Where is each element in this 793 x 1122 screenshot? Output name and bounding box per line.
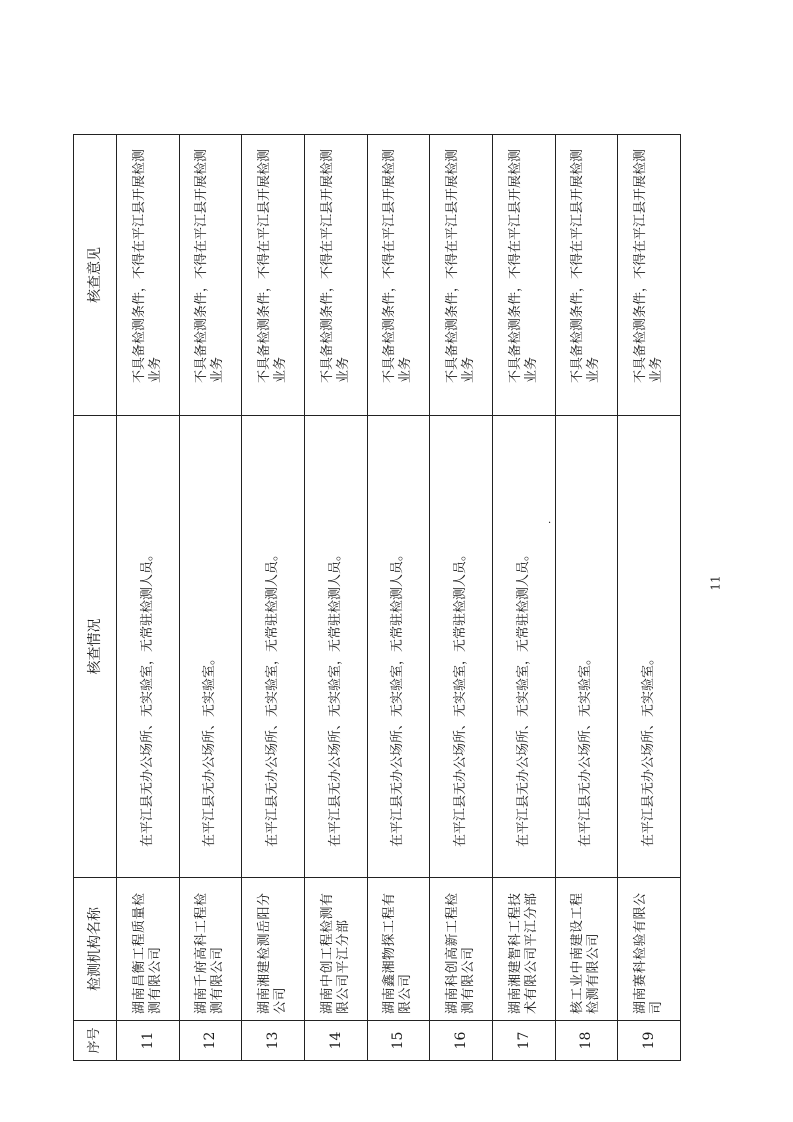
row-serial-number: 17 bbox=[492, 1021, 555, 1061]
table-row bbox=[492, 135, 555, 1061]
row-organization-name: 湖南中创工程检测有限公司平江分部 bbox=[304, 878, 367, 1021]
row-organization-name: 核工业中南建设工程检测有限公司 bbox=[555, 878, 618, 1021]
scan-speck: · bbox=[548, 518, 552, 529]
row-organization-name: 湖南湘建检测岳阳分公司 bbox=[242, 878, 305, 1021]
header-inspection-opinion: 核查意见 bbox=[74, 135, 117, 416]
table-row bbox=[618, 135, 681, 1061]
row-inspection-situation: 在平江县无办公场所、无实验室，无常驻检测人员。 bbox=[117, 416, 180, 878]
rotated-table-container bbox=[73, 135, 681, 1061]
row-inspection-opinion: 不具备检测条件，不得在平江县开展检测业务 bbox=[179, 135, 242, 416]
table-row bbox=[430, 135, 493, 1061]
header-serial-number: 序号 bbox=[74, 1021, 117, 1061]
row-serial-number: 15 bbox=[367, 1021, 430, 1061]
page-number: 11 bbox=[708, 575, 723, 591]
row-organization-name: 湖南昌衡工程质量检测有限公司 bbox=[117, 878, 180, 1021]
header-organization-name: 检测机构名称 bbox=[74, 878, 117, 1021]
row-inspection-situation: 在平江县无办公场所、无实验室，无常驻检测人员。 bbox=[242, 416, 305, 878]
row-inspection-situation: 在平江县无办公场所、无实验室，无常驻检测人员。 bbox=[367, 416, 430, 878]
row-inspection-situation: 在平江县无办公场所、无实验室。 bbox=[555, 416, 618, 878]
row-inspection-situation: 在平江县无办公场所、无实验室。 bbox=[618, 416, 681, 878]
row-inspection-situation: 在平江县无办公场所、无实验室。 bbox=[179, 416, 242, 878]
row-organization-name: 湖南千府高科工程检测有限公司 bbox=[179, 878, 242, 1021]
row-inspection-opinion: 不具备检测条件，不得在平江县开展检测业务 bbox=[242, 135, 305, 416]
table-row bbox=[117, 135, 180, 1061]
row-inspection-opinion: 不具备检测条件，不得在平江县开展检测业务 bbox=[117, 135, 180, 416]
row-organization-name: 湖南赛科检验有限公司 bbox=[618, 878, 681, 1021]
row-serial-number: 19 bbox=[618, 1021, 681, 1061]
row-organization-name: 湖南鑫湘物探工程有限公司 bbox=[367, 878, 430, 1021]
row-inspection-opinion: 不具备检测条件，不得在平江县开展检测业务 bbox=[430, 135, 493, 416]
table-row bbox=[304, 135, 367, 1061]
table-row bbox=[555, 135, 618, 1061]
table-body bbox=[117, 135, 681, 1061]
row-inspection-situation: 在平江县无办公场所、无实验室，无常驻检测人员。 bbox=[430, 416, 493, 878]
row-inspection-situation: 在平江县无办公场所、无实验室，无常驻检测人员。 bbox=[492, 416, 555, 878]
table-header-row bbox=[74, 135, 117, 1061]
row-inspection-opinion: 不具备检测条件，不得在平江县开展检测业务 bbox=[618, 135, 681, 416]
row-inspection-opinion: 不具备检测条件，不得在平江县开展检测业务 bbox=[367, 135, 430, 416]
row-serial-number: 12 bbox=[179, 1021, 242, 1061]
row-inspection-opinion: 不具备检测条件，不得在平江县开展检测业务 bbox=[555, 135, 618, 416]
table-row bbox=[179, 135, 242, 1061]
row-organization-name: 湖南科创高新工程检测有限公司 bbox=[430, 878, 493, 1021]
row-inspection-opinion: 不具备检测条件，不得在平江县开展检测业务 bbox=[492, 135, 555, 416]
row-serial-number: 11 bbox=[117, 1021, 180, 1061]
row-serial-number: 14 bbox=[304, 1021, 367, 1061]
row-serial-number: 13 bbox=[242, 1021, 305, 1061]
table-row bbox=[242, 135, 305, 1061]
table-row bbox=[367, 135, 430, 1061]
header-inspection-situation: 核查情况 bbox=[74, 416, 117, 878]
row-inspection-situation: 在平江县无办公场所、无实验室，无常驻检测人员。 bbox=[304, 416, 367, 878]
row-serial-number: 18 bbox=[555, 1021, 618, 1061]
row-serial-number: 16 bbox=[430, 1021, 493, 1061]
row-organization-name: 湖南湘建智科工程技术有限公司平江分部 bbox=[492, 878, 555, 1021]
row-inspection-opinion: 不具备检测条件，不得在平江县开展检测业务 bbox=[304, 135, 367, 416]
inspection-table bbox=[73, 134, 681, 1061]
